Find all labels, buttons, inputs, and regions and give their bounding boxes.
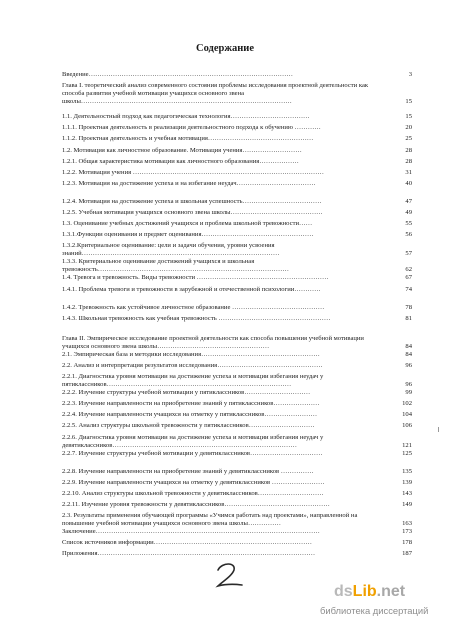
toc-entry-text: 1.2.3. Мотивация на достижение успеха и на избегание неудач……………………………… xyxy=(62,179,316,187)
toc-entry xyxy=(62,501,412,512)
toc-entry-page: 106 xyxy=(402,422,412,430)
toc-entry-text: 2.2.5. Анализ структуры школьной тревожности у пятиклассников………………………… xyxy=(62,422,315,430)
toc-entry-page: 3 xyxy=(408,71,412,78)
toc-entry-page: 173 xyxy=(402,528,412,536)
toc-entry-page: 25 xyxy=(405,135,412,143)
toc-entry-text: Приложения……………………………………………………………………………………… xyxy=(62,550,316,558)
toc-entry xyxy=(62,71,412,82)
toc-entry-text: 1.3.1.Функции оценивания и предмет оценивания…………………………………………… xyxy=(62,231,314,239)
toc-entry xyxy=(62,539,412,550)
toc-entry xyxy=(62,411,412,422)
toc-entry-text: 2.2.10. Анализ структуры школьной тревожности у девятиклассников………………………… xyxy=(62,489,324,497)
toc-entry-text: 1.2.2. Мотивация учения …………………………………………………………………………… xyxy=(62,168,324,176)
toc-entry-text: 1.2.5. Учебная мотивация учащихся основного звена школы…………………………………… xyxy=(62,208,323,216)
toc-entry-page: 49 xyxy=(405,208,412,216)
toc-entry xyxy=(62,512,412,528)
toc-entry xyxy=(62,490,412,501)
toc-entry-page: 84 xyxy=(405,350,412,358)
toc-entry-page: 125 xyxy=(402,449,412,457)
watermark-subtitle: библиотека диссертаций xyxy=(320,605,429,616)
toc-entry xyxy=(62,124,412,135)
toc-entry xyxy=(62,113,412,124)
toc-entry-page: 102 xyxy=(402,400,412,408)
toc-entry-page: 99 xyxy=(405,389,412,397)
toc-entry-page: 57 xyxy=(405,250,412,258)
toc-entry xyxy=(62,468,412,479)
toc-entry-page: 139 xyxy=(402,478,412,486)
toc-entry-page: 28 xyxy=(405,157,412,165)
dslib-watermark xyxy=(320,583,440,621)
toc-entry xyxy=(62,315,412,326)
toc-entry-text: 2.3. Результаты применения обучающей программы «Учимся работать над проектами», направленной на повышение учебной мотивации учащихся основного звена школы…………… xyxy=(62,512,358,528)
toc-entry-page: 135 xyxy=(402,467,412,475)
toc-entry-page: 40 xyxy=(405,179,412,187)
toc-entry-page: 62 xyxy=(405,266,412,274)
toc-entry-page: 31 xyxy=(405,168,412,176)
toc-entry-text: 1.4. Тревога и тревожность. Виды тревожности …………………………………………………… xyxy=(62,274,329,282)
toc-entry xyxy=(62,231,412,242)
toc-entry xyxy=(62,450,412,461)
toc-entry-text: 2.2.6. Диагностика уровня мотивации на достижение успеха и мотивации избегания неудач у девятиклассников………………………………………………………………………… xyxy=(62,433,324,449)
toc-entry-page: 81 xyxy=(405,314,412,322)
toc-entry-text: 2.2.7. Изучение структуры учебной мотивации у девятиклассников…………………………… xyxy=(62,449,323,457)
toc-entry xyxy=(62,274,412,285)
toc-entry-text: 2.2.4. Изучение направленности учащихся на отметку у пятиклассников…………………… xyxy=(62,411,318,419)
toc-entry-page: 121 xyxy=(402,441,412,449)
toc-entry-text: 1.4.1. Проблема тревоги и тревожности в зарубежной и отечественной психологии………… xyxy=(62,285,321,293)
toc-entry-text: 1.4.3. Школьная тревожность как учебная тревожность …………………………………………… xyxy=(62,314,331,322)
toc-entry-text: 1.3. Оценивание учебных достижений учащихся и проблема школьной тревожности…… xyxy=(62,220,313,228)
toc-spacer xyxy=(62,191,412,198)
toc-entry-text: 2.2.9. Изучение направленности учащихся на отметку у девятиклассников …………………… xyxy=(62,478,325,486)
toc-entry-page: 15 xyxy=(405,98,412,106)
toc-entry-page: 104 xyxy=(402,411,412,419)
toc-entry-text: 1.2.4. Мотивация на достижение успеха и школьная успешность……………………………… xyxy=(62,197,322,205)
toc-entry-text: 1.2. Мотивация как личностное образование. Мотивация учения……………………… xyxy=(62,146,302,154)
toc-entry-page: 96 xyxy=(405,362,412,370)
toc-entry xyxy=(62,135,412,146)
toc-entry-page: 96 xyxy=(405,381,412,389)
toc-entry-page: 56 xyxy=(405,231,412,239)
toc-entry-text: Введение………………………………………………………………………………… xyxy=(62,71,293,78)
toc-entry-text: Список источников информации……………………………………………………………… xyxy=(62,539,312,547)
toc-entry xyxy=(62,286,412,297)
toc-entry-page: 74 xyxy=(405,285,412,293)
dslib-logo: dsLib.net xyxy=(334,583,406,600)
toc-entry-text: Заключение………………………………………………………………………………………… xyxy=(62,528,320,536)
toc-entry xyxy=(62,351,412,362)
toc-entry-page: 78 xyxy=(405,303,412,311)
toc-entry xyxy=(62,147,412,158)
toc-entry-text: 2.2.2. Изучение структуры учебной мотивации у пятиклассников………………………… xyxy=(62,389,311,397)
toc-entry-text: Глава I. теоретический анализ современного состояния проблемы исследования проектной деятельности как способа развития учебной мотивации учащихся основного звена школы…………………………………………………………………………………… xyxy=(62,82,369,106)
toc-entry xyxy=(62,479,412,490)
toc-spacer xyxy=(62,461,412,468)
toc-spacer xyxy=(62,326,412,335)
toc-entry-page: 55 xyxy=(405,220,412,228)
toc-entry-text: 1.3.3. Критериальное оценивание достижений учащихся и школьная тревожность…………………………………………………………………………… xyxy=(62,258,289,274)
toc-entry-page: 187 xyxy=(402,550,412,558)
toc-entry xyxy=(62,180,412,191)
toc-entry-text: 1.1. Деятельностный подход как педагогическая технология……………………………… xyxy=(62,113,310,121)
toc-entry xyxy=(62,400,412,411)
toc-entry-text: 1.1.1. Проектная деятельность в реализации деятельностного подхода к обучению ………… xyxy=(62,124,321,132)
toc-entry-page: 178 xyxy=(402,539,412,547)
page-title: Содержание xyxy=(196,43,254,54)
toc-entry-page: 47 xyxy=(405,197,412,205)
toc-entry xyxy=(62,304,412,315)
toc-entry-page: 163 xyxy=(402,520,412,528)
table-of-contents xyxy=(62,71,412,562)
toc-entry xyxy=(62,158,412,169)
toc-entry xyxy=(62,242,412,258)
toc-entry xyxy=(62,422,412,433)
toc-entry xyxy=(62,220,412,231)
toc-entry-page: 143 xyxy=(402,489,412,497)
toc-entry-page: 67 xyxy=(405,274,412,282)
toc-entry-text: 2.2.8. Изучение направленности на приобретение знаний у девятиклассников …………… xyxy=(62,467,314,475)
toc-entry xyxy=(62,82,412,106)
toc-entry-text: 1.4.2. Тревожность как устойчивое личностное образование …………………………………… xyxy=(62,303,325,311)
margin-mark xyxy=(438,427,439,432)
toc-entry-text: 1.3.2.Критериальное оценивание: цели и задачи обучения, уровни усвоения знаний……………………………………………………………………………… xyxy=(62,242,280,258)
toc-entry-text: 2.2.3. Изучение направленности на приобретение знаний у пятиклассников………………… xyxy=(62,400,320,408)
toc-spacer xyxy=(62,106,412,113)
toc-entry-page: 84 xyxy=(405,342,412,350)
toc-entry xyxy=(62,434,412,450)
toc-entry xyxy=(62,209,412,220)
toc-entry xyxy=(62,258,412,274)
toc-entry-page: 28 xyxy=(405,146,412,154)
toc-entry-text: 1.2.1. Общая характеристика мотивации как личностного образования……………… xyxy=(62,157,299,165)
toc-entry-text: 1.1.2. Проектная деятельность и учебная мотивация………………………………………… xyxy=(62,135,314,143)
toc-entry-text: 2.1. Эмпирическая база и методики исследования……………………………………………… xyxy=(62,350,320,358)
toc-spacer xyxy=(62,297,412,304)
toc-entry-text: 2.2. Анализ и интерпретация результатов исследования………………………………………… xyxy=(62,362,323,370)
toc-entry xyxy=(62,335,412,351)
toc-entry-text: 2.2.11. Изучение уровня тревожности у девятиклассников………………………………………… xyxy=(62,501,330,509)
toc-entry-text: 2.2.1. Диагностика уровня мотивации на достижение успеха и мотивации избегания неудач у пятиклассников………………………………………………………………………… xyxy=(62,373,324,389)
toc-entry-page: 149 xyxy=(402,501,412,509)
toc-entry-page: 20 xyxy=(405,124,412,132)
toc-entry-page: 15 xyxy=(405,113,412,121)
toc-entry xyxy=(62,198,412,209)
toc-entry xyxy=(62,528,412,539)
toc-entry xyxy=(62,169,412,180)
toc-entry xyxy=(62,362,412,373)
toc-entry-text: Глава II. Эмпирическое исследование проектной деятельности как способа повышения учебной мотивации учащихся основного звена школы…………………………………………… xyxy=(62,334,364,350)
handwritten-page-number xyxy=(210,560,250,590)
toc-entry xyxy=(62,373,412,389)
toc-entry xyxy=(62,389,412,400)
